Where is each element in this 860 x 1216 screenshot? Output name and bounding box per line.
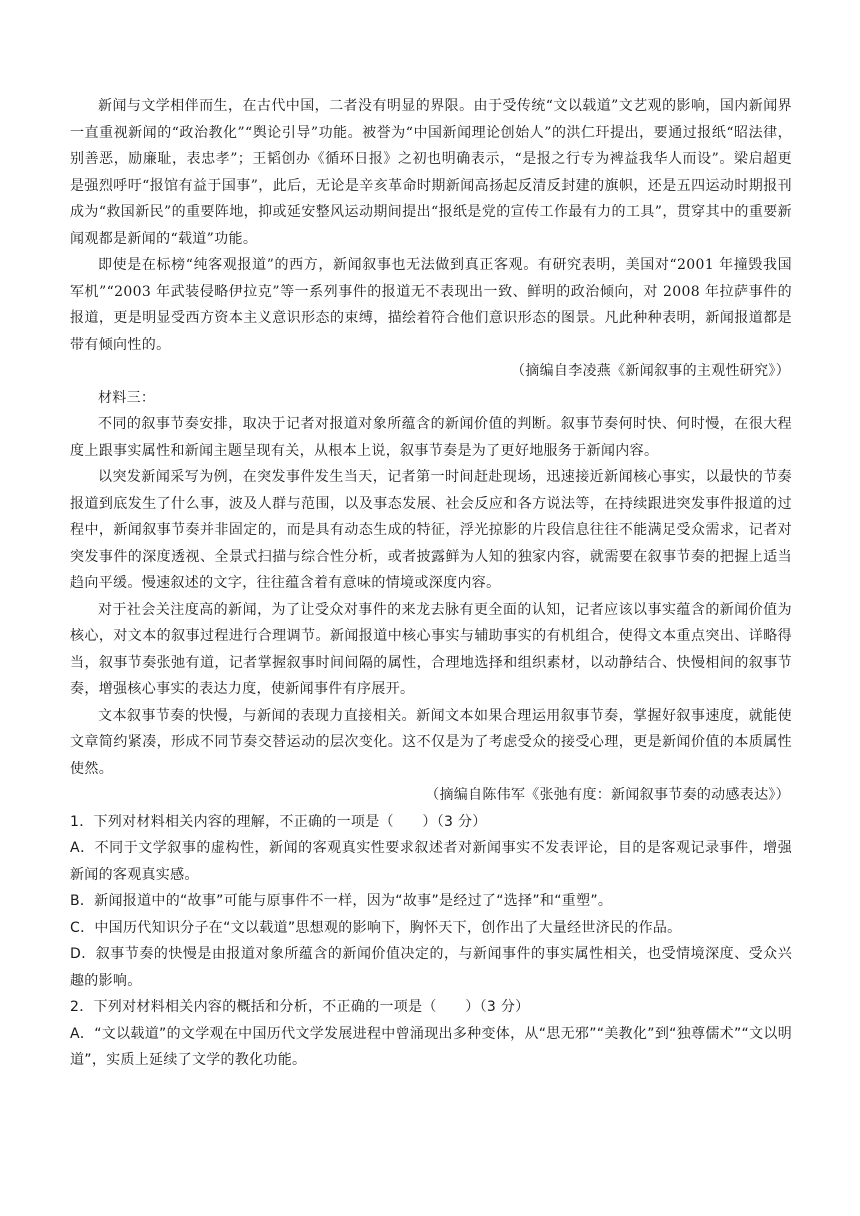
question-2-option-a: A．“文以载道”的文学观在中国历代文学发展进程中曾涌现出多种变体，从“思无邪”“美教化”到“独尊儒术”“文以明道”，实质上延续了文学的教化功能。: [70, 1025, 792, 1068]
material2-paragraph-2: 即使是在标榜“纯客观报道”的西方，新闻叙事也无法做到真正客观。有研究表明，美国对“2001 年撞毁我国军机”“2003 年武装侵略伊拉克”等一系列事件的报道无不表现出一致、鲜明的政治倾向，对 2008 年拉萨事件的报道，更是明显受西方资本主义意识形态的束缚，描绘着符合他们意识形态的图景。凡此种种表明，新闻报道都是带有倾向性的。: [70, 257, 792, 353]
material3-label: 材料三：: [98, 389, 156, 406]
material3-paragraph-1: 不同的叙事节奏安排，取决于记者对报道对象所蕴含的新闻价值的判断。叙事节奏何时快、何时慢，在很大程度上跟事实属性和新闻主题呈现有关，从根本上说，叙事节奏是为了更好地服务于新闻内容。: [70, 416, 792, 459]
question-1-option-a: A．不同于文学叙事的虚构性，新闻的客观真实性要求叙述者对新闻事实不发表评论，目的是客观记录事件，增强新闻的客观真实感。: [70, 840, 792, 883]
question-1-option-c: C．中国历代知识分子在“文以载道”思想观的影响下，胸怀天下，创作出了大量经世济民的作品。: [70, 919, 682, 936]
question-1-stem: 1．下列对材料相关内容的理解，不正确的一项是（ ）（3 分）: [70, 813, 487, 830]
question-1-option-b: B．新闻报道中的“故事”可能与原事件不一样，因为“故事”是经过了“选择”和“重塑”。: [70, 893, 613, 909]
question-1-option-d: D．叙事节奏的快慢是由报道对象所蕴含的新闻价值决定的，与新闻事件的事实属性相关，也受情境深度、受众兴趣的影响。: [70, 946, 792, 989]
material2-source: （摘编自李凌燕《新闻叙事的主观性研究》）: [511, 363, 790, 379]
material2-paragraph-1: 新闻与文学相伴而生，在古代中国，二者没有明显的界限。由于受传统“文以载道”文艺观的影响，国内新闻界一直重视新闻的“政治教化”“舆论引导”功能。被誉为“中国新闻理论创始人”的洪仁玕提出，要通过报纸“昭法律，别善恶，励廉耻，表忠孝”；王韬创办《循环日报》之初也明确表示，“是报之行专为裨益我华人而设”。梁启超更是强烈呼吁“报馆有益于国事”，此后，无论是辛亥革命时期新闻高扬起反清反封建的旗帜，还是五四运动时期报刊成为“救国新民”的重要阵地，抑或延安整风运动期间提出“报纸是党的宣传工作最有力的工具”，贯穿其中的重要新闻观都是新闻的“载道”功能。: [70, 98, 792, 247]
material3-source: （摘编自陈伟军《张弛有度：新闻叙事节奏的动感表达》）: [425, 787, 790, 803]
material3-paragraph-3: 对于社会关注度高的新闻，为了让受众对事件的来龙去脉有更全面的认知，记者应该以事实蕴含的新闻价值为核心，对文本的叙事过程进行合理调节。新闻报道中核心事实与辅助事实的有机组合，使得文本重点突出、详略得当，叙事节奏张弛有道，记者掌握叙事时间间隔的属性，合理地选择和组织素材，以动静结合、快慢相间的叙事节奏，增强核心事实的表达力度，使新闻事件有序展开。: [70, 601, 792, 697]
question-2-stem: 2．下列对材料相关内容的概括和分析，不正确的一项是（ ）（3 分）: [70, 999, 530, 1015]
material3-paragraph-2: 以突发新闻采写为例，在突发事件发生当天，记者第一时间赶赴现场，迅速接近新闻核心事实，以最快的节奏报道到底发生了什么事，波及人群与范围，以及事态发展、社会反应和各方说法等，在持续跟进突发事件报道的过程中，新闻叙事节奏并非固定的，而是具有动态生成的特征，浮光掠影的片段信息往往不能满足受众需求，记者对突发事件的深度透视、全景式扫描与综合性分析，或者披露鲜为人知的独家内容，就需要在叙事节奏的把握上适当趋向平缓。慢速叙述的文字，往往蕴含着有意味的情境或深度内容。: [70, 469, 792, 591]
material3-paragraph-4: 文本叙事节奏的快慢，与新闻的表现力直接相关。新闻文本如果合理运用叙事节奏，掌握好叙事速度，就能使文章简约紧凑，形成不同节奏交替运动的层次变化。这不仅是为了考虑受众的接受心理，更是新闻价值的本质属性使然。: [70, 707, 792, 777]
